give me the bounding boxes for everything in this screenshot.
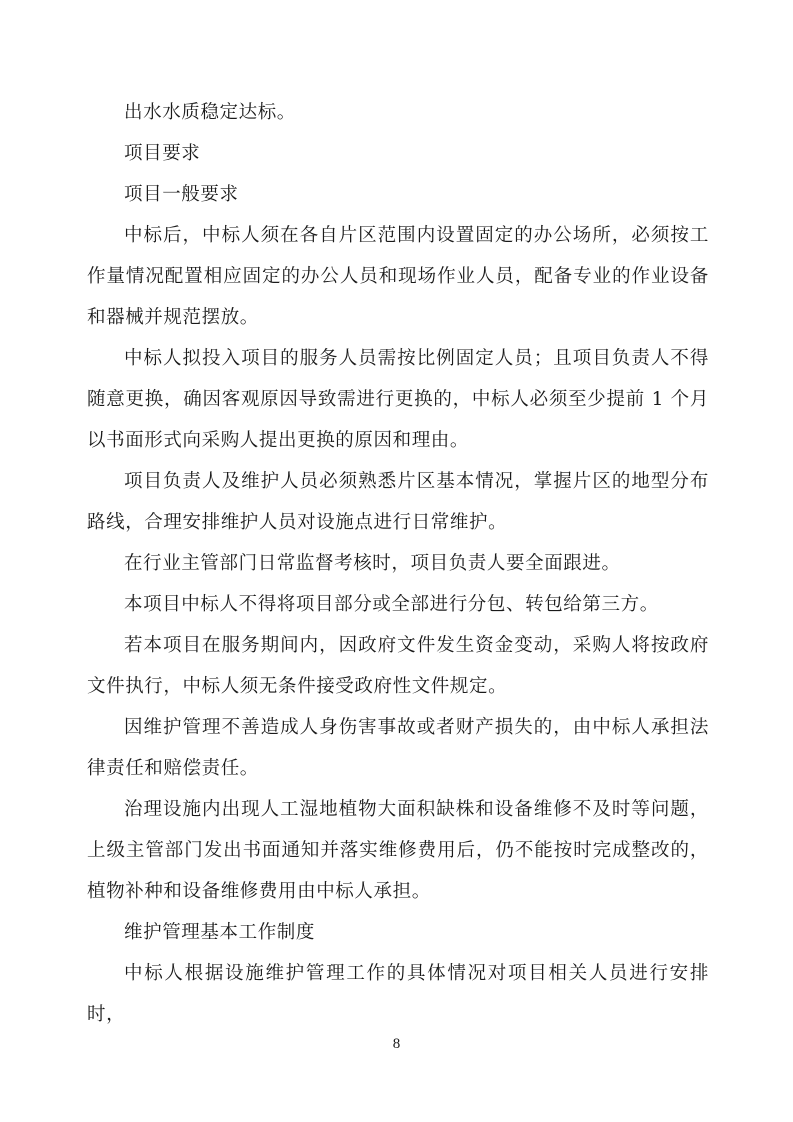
paragraph-office-setup: 中标后，中标人须在各自片区范围内设置固定的办公场所，必须按工作量情况配置相应固定的办公人员和现场作业人员，配备专业的作业设备和器械并规范摆放。 [87,225,709,328]
paragraph-staff-arrangement: 中标人根据设施维护管理工作的具体情况对项目相关人员进行安排时， [87,963,709,1025]
paragraph-inspection: 在行业主管部门日常监督考核时，项目负责人要全面跟进。 [124,553,621,574]
heading-project-requirements: 项目要求 [124,143,201,164]
document-body [87,92,709,1035]
paragraph-staffing: 中标人拟投入项目的服务人员需按比例固定人员；且项目负责人不得随意更换，确因客观原因导致需进行更换的，中标人必须至少提前 1 个月以书面形式向采购人提出更换的原因和理由。 [87,348,709,451]
paragraph-funding-changes: 若本项目在服务期间内，因政府文件发生资金变动，采购人将按政府文件执行，中标人须无条件接受政府性文件规定。 [87,635,709,697]
paragraph-water-quality: 出水水质稳定达标。 [124,102,296,123]
paragraph-subcontracting: 本项目中标人不得将项目部分或全部进行分包、转包给第三方。 [124,594,659,615]
paragraph-liability: 因维护管理不善造成人身伤害事故或者财产损失的，由中标人承担法律责任和赔偿责任。 [87,717,709,779]
page-number: 8 [392,1036,401,1052]
paragraph-familiarity: 项目负责人及维护人员必须熟悉片区基本情况，掌握片区的地型分布路线，合理安排维护人员对设施点进行日常维护。 [87,471,709,533]
heading-general-requirements: 项目一般要求 [124,184,239,205]
heading-work-system: 维护管理基本工作制度 [124,922,316,943]
paragraph-repair-costs: 治理设施内出现人工湿地植物大面积缺株和设备维修不及时等问题，上级主管部门发出书面通知并落实维修费用后，仍不能按时完成整改的，植物补种和设备维修费用由中标人承担。 [87,799,709,902]
